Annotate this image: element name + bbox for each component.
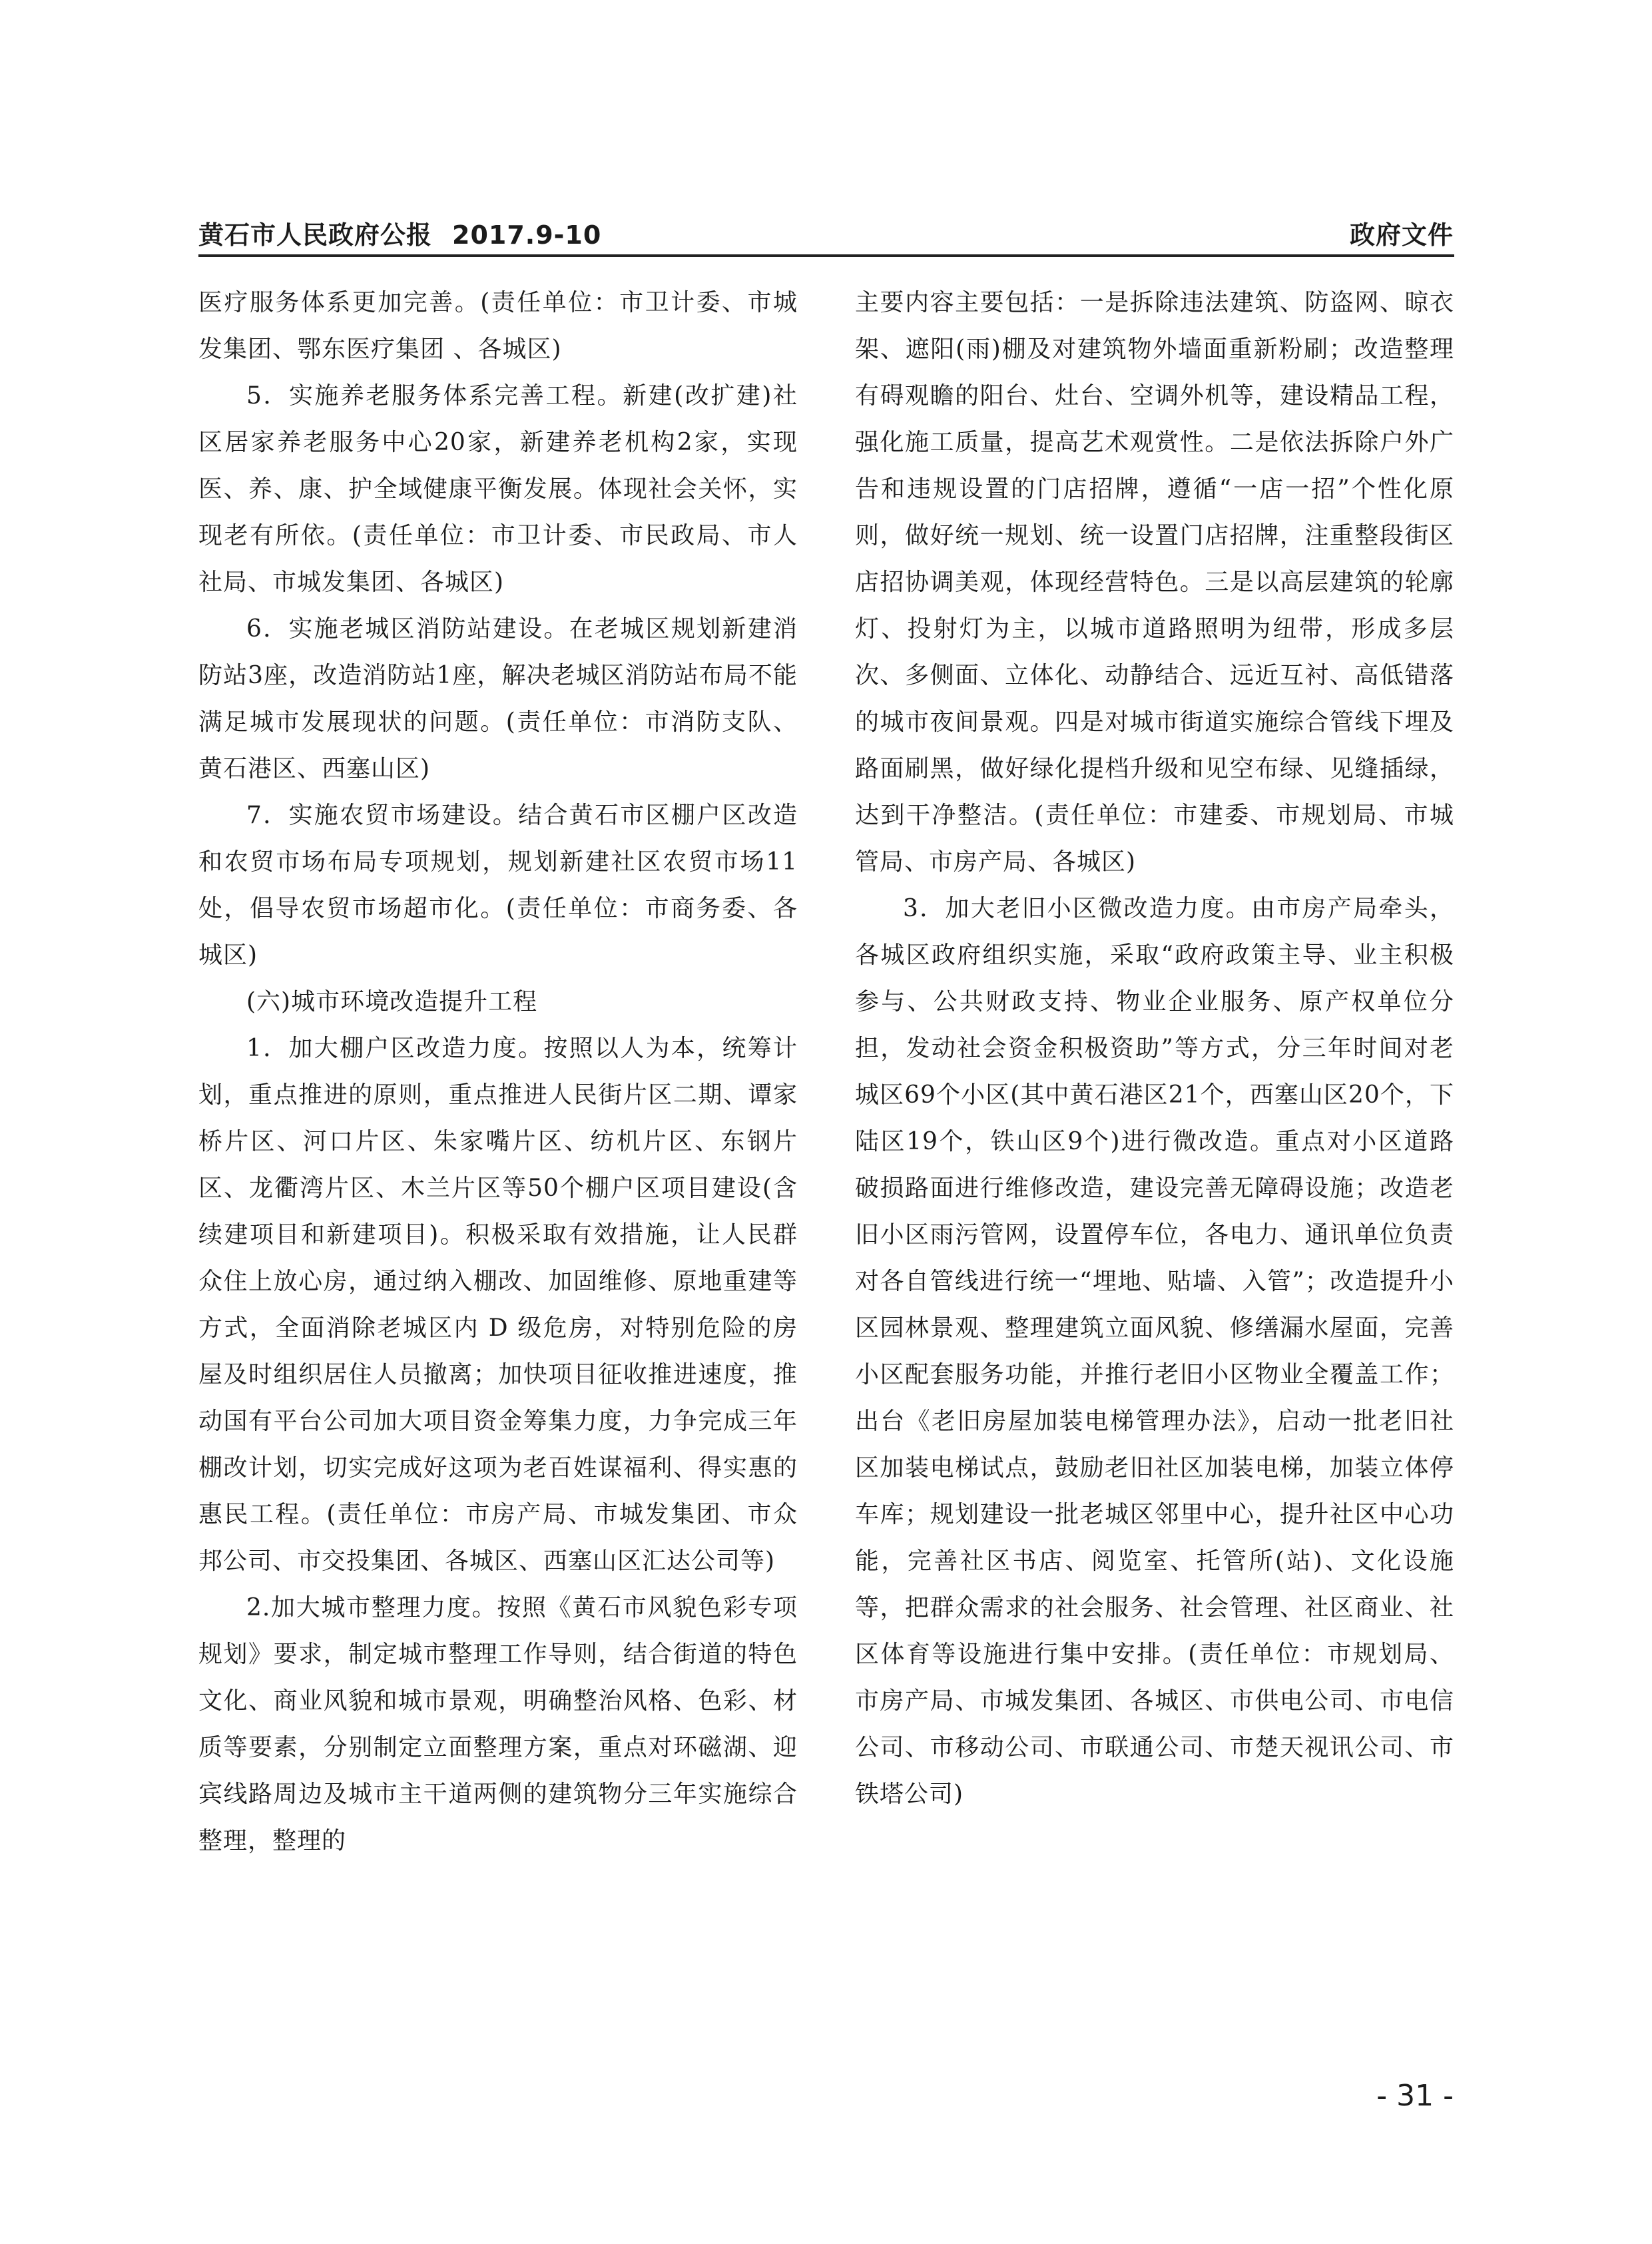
paragraph: 主要内容主要包括：一是拆除违法建筑、防盗网、晾衣架、遮阳(雨)棚及对建筑物外墙面重新粉刷；改造整理有碍观瞻的阳台、灶台、空调外机等，建设精品工程，强化施工质量，提高艺术观赏性。二是依法拆除户外广告和违规设置的门店招牌，遵循“一店一招”个性化原则，做好统一规划、统一设置门店招牌，注重整段街区店招协调美观，体现经营特色。三是以高层建筑的轮廓灯、投射灯为主，以城市道路照明为纽带，形成多层次、多侧面、立体化、动静结合、远近互衬、高低错落的城市夜间景观。四是对城市街道实施综合管线下埋及路面刷黑，做好绿化提档升级和见空布绿、见缝插绿，达到干净整洁。(责任单位：市建委、市规划局、市城管局、市房产局、各城区) — [855, 289, 1454, 876]
issue-date: 2017.9-10 — [452, 220, 602, 250]
paragraph: 医疗服务体系更加完善。(责任单位：市卫计委、市城发集团、鄂东医疗集团 、各城区) — [198, 289, 798, 363]
header-divider — [198, 254, 1454, 257]
paragraph: 1．加大棚户区改造力度。按照以人为本，统筹计划，重点推进的原则，重点推进人民街片区二期、谭家桥片区、河口片区、朱家嘴片区、纺机片区、东钢片区、龙衢湾片区、木兰片区等50个棚户区项目建设(含续建项目和新建项目)。积极采取有效措施，让人民群众住上放心房，通过纳入棚改、加固维修、原地重建等方式，全面消除老城区内 D 级危房，对特别危险的房屋及时组织居住人员撤离；加快项目征收推进速度，推动国有平台公司加大项目资金筹集力度，力争完成三年棚改计划，切实完成好这项为老百姓谋福利、得实惠的惠民工程。(责任单位：市房产局、市城发集团、市众邦公司、市交投集团、各城区、西塞山区汇达公司等) — [198, 1035, 798, 1575]
header-publication-info — [198, 214, 601, 251]
left-column — [198, 280, 798, 1864]
right-column — [855, 280, 1454, 1818]
section-title: 政府文件 — [1349, 220, 1454, 250]
page-number: - 31 - — [1376, 2079, 1454, 2113]
paragraph: 5．实施养老服务体系完善工程。新建(改扩建)社区居家养老服务中心20家，新建养老机构2家，实现医、养、康、护全域健康平衡发展。体现社会关怀，实现老有所依。(责任单位：市卫计委、市民政局、市人社局、市城发集团、各城区) — [198, 382, 798, 596]
section-heading: (六)城市环境改造提升工程 — [246, 988, 538, 1015]
paragraph: 6．实施老城区消防站建设。在老城区规划新建消防站3座，改造消防站1座，解决老城区消防站布局不能满足城市发展现状的问题。(责任单位：市消防支队、黄石港区、西塞山区) — [198, 615, 798, 782]
paragraph: 7．实施农贸市场建设。结合黄石市区棚户区改造和农贸市场布局专项规划，规划新建社区农贸市场11处，倡导农贸市场超市化。(责任单位：市商务委、各城区) — [198, 802, 798, 969]
paragraph: 3．加大老旧小区微改造力度。由市房产局牵头，各城区政府组织实施，采取“政府政策主导、业主积极参与、公共财政支持、物业企业服务、原产权单位分担，发动社会资金积极资助”等方式，分三年时间对老城区69个小区(其中黄石港区21个，西塞山区20个，下陆区19个，铁山区9个)进行微改造。重点对小区道路破损路面进行维修改造，建设完善无障碍设施；改造老旧小区雨污管网，设置停车位，各电力、通讯单位负责对各自管线进行统一“埋地、贴墙、入管”；改造提升小区园林景观、整理建筑立面风貌、修缮漏水屋面，完善小区配套服务功能，并推行老旧小区物业全覆盖工作；出台《老旧房屋加装电梯管理办法》，启动一批老旧社区加装电梯试点，鼓励老旧社区加装电梯，加装立体停车库；规划建设一批老城区邻里中心，提升社区中心功能，完善社区书店、阅览室、托管所(站)、文化设施等，把群众需求的社会服务、社会管理、社区商业、社区体育等设施进行集中安排。(责任单位：市规划局、市房产局、市城发集团、各城区、市供电公司、市电信公司、市移动公司、市联通公司、市楚天视讯公司、市铁塔公司) — [855, 895, 1454, 1808]
paragraph: 2.加大城市整理力度。按照《黄石市风貌色彩专项规划》要求，制定城市整理工作导则，结合街道的特色文化、商业风貌和城市景观，明确整治风格、色彩、材质等要素，分别制定立面整理方案，重点对环磁湖、迎宾线路周边及城市主干道两侧的建筑物分三年实施综合整理，整理的 — [198, 1594, 798, 1854]
publication-title: 黄石市人民政府公报 — [198, 220, 433, 250]
